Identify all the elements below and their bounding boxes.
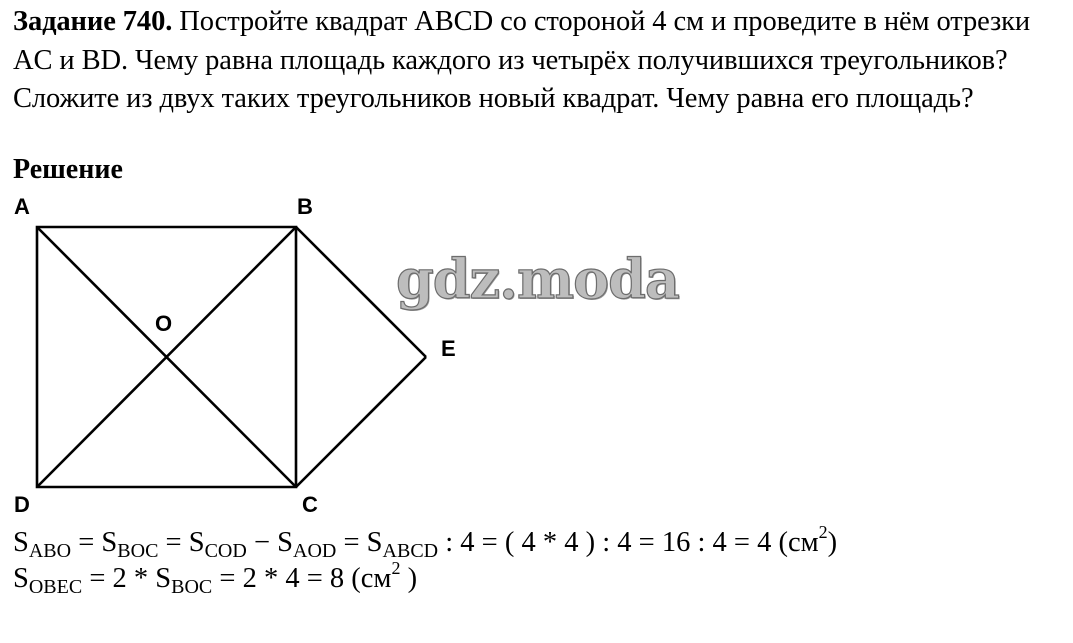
formula1-sub-cod: COD	[204, 540, 247, 562]
point-label-c: C	[302, 492, 318, 517]
formula1-eq4: = S	[336, 527, 383, 558]
formula2-sub-obec: OBEC	[28, 576, 83, 598]
area-formula-2	[13, 558, 418, 598]
problem-title: Задание 740.	[13, 6, 173, 37]
formula2-mid: = 2 * S	[82, 563, 172, 594]
watermark: gdz.moda	[396, 247, 679, 311]
formula1-eq3: − S	[246, 527, 294, 558]
formula1-s: S	[13, 527, 29, 558]
point-label-e: E	[441, 336, 456, 361]
formula1-sub-abcd: ABCD	[382, 540, 439, 562]
formula1-sub-boc: BOC	[117, 540, 159, 562]
point-label-d: D	[14, 492, 30, 517]
point-label-o: O	[155, 311, 173, 336]
formula2-s: S	[13, 563, 29, 594]
formula2-sup: 2	[391, 558, 401, 578]
formula1-close: )	[827, 527, 838, 558]
solution-heading: Решение	[13, 154, 123, 185]
point-label-a: A	[14, 194, 30, 219]
formula2-tail: = 2 * 4 = 8 (см	[212, 563, 392, 594]
formula1-sub-aod: AOD	[293, 540, 337, 562]
problem-text: Постройте квадрат ABCD со стороной 4 см и проведите в нём отрезки AC и BD. Чему равна площадь каждого из четырёх получившихся треугольников? Сложите из двух таких треугольников новый квадрат. Чему равна его площадь?	[13, 6, 1031, 114]
formula1-eq1: = S	[71, 527, 118, 558]
formula1-sub-abo: ABO	[28, 540, 72, 562]
formula1-eq2: = S	[158, 527, 205, 558]
formula1-tail: : 4 = ( 4 * 4 ) : 4 = 16 : 4 = 4 (см	[438, 527, 819, 558]
point-label-b: B	[297, 194, 313, 219]
formula2-close: )	[400, 563, 418, 594]
area-formula-1	[13, 522, 838, 562]
segment-ec	[296, 357, 426, 487]
formula1-sup: 2	[818, 522, 828, 542]
formula2-sub-boc: BOC	[171, 576, 213, 598]
